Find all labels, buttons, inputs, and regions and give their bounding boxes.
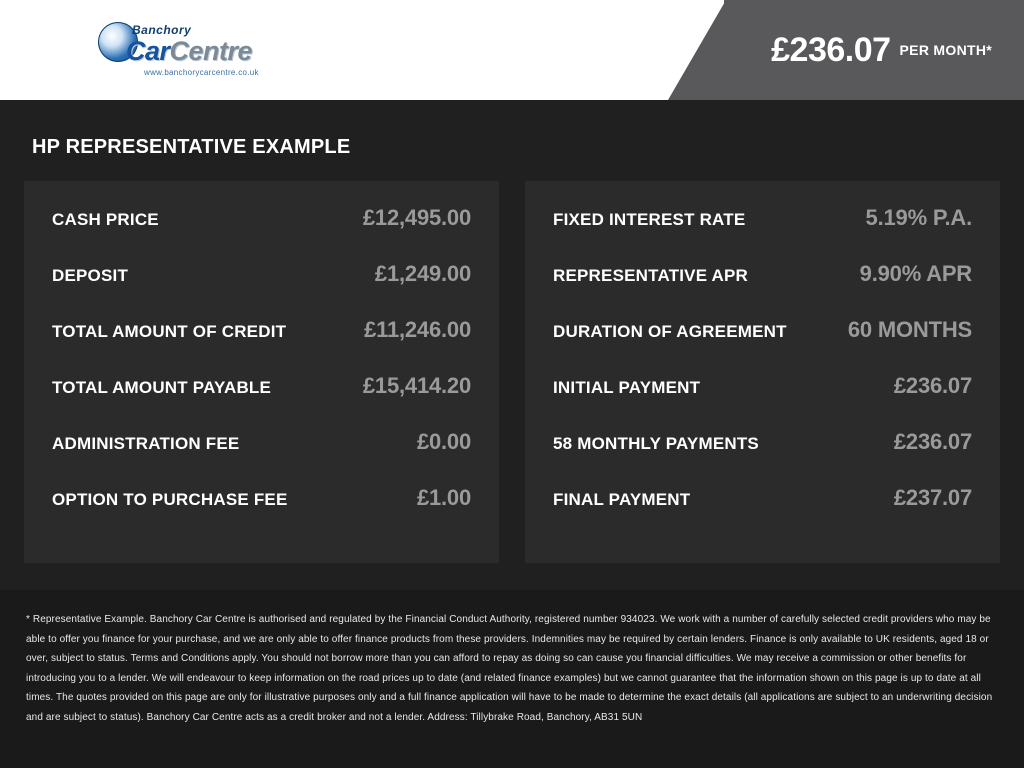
row-value: £0.00 — [416, 429, 471, 454]
table-row — [52, 205, 471, 261]
logo-brand-top: Banchory — [132, 23, 192, 37]
row-label: CASH PRICE — [52, 210, 159, 229]
row-label: FIXED INTEREST RATE — [553, 210, 746, 229]
table-row — [52, 485, 471, 541]
monthly-price-panel — [724, 0, 1024, 100]
row-label: TOTAL AMOUNT OF CREDIT — [52, 322, 287, 341]
table-row — [553, 317, 972, 373]
table-row — [553, 205, 972, 261]
logo-brand-main — [126, 36, 252, 67]
row-value: £1,249.00 — [374, 261, 471, 286]
logo-brand-car: Car — [126, 36, 170, 66]
finance-card-left — [24, 181, 499, 563]
logo-brand-centre: Centre — [169, 36, 253, 66]
row-value: £236.07 — [893, 429, 972, 454]
page-header — [0, 0, 1024, 100]
page-footer — [0, 590, 1024, 768]
table-row — [52, 373, 471, 429]
row-value: £1.00 — [416, 485, 471, 510]
row-label: OPTION TO PURCHASE FEE — [52, 490, 288, 509]
page-title: HP REPRESENTATIVE EXAMPLE — [32, 136, 351, 158]
table-row — [553, 429, 972, 485]
row-value: 60 MONTHS — [847, 317, 972, 342]
row-value: 9.90% APR — [859, 261, 972, 286]
finance-details-cards — [24, 181, 1000, 563]
table-row — [553, 373, 972, 429]
row-value: £15,414.20 — [362, 373, 471, 398]
dealer-logo — [98, 18, 258, 82]
main-content — [0, 100, 1024, 563]
table-row — [52, 429, 471, 485]
row-label: DEPOSIT — [52, 266, 129, 285]
row-value: £12,495.00 — [362, 205, 471, 230]
row-label: ADMINISTRATION FEE — [52, 434, 240, 453]
row-value: £11,246.00 — [364, 317, 471, 342]
table-row — [553, 485, 972, 541]
finance-card-right — [525, 181, 1000, 563]
row-value: £236.07 — [893, 373, 972, 398]
row-label: INITIAL PAYMENT — [553, 378, 701, 397]
disclaimer-text: * Representative Example. Banchory Car Centre is authorised and regulated by the Financial Conduct Authority, registered number 934023. We work with a number of carefully selected credit providers who may be able to offer you finance for your purchase, and we are only able to offer finance products from these providers. Indemnities may be required by certain lenders. Finance is only available to UK residents, aged 18 or over, subject to status. Terms and Conditions apply. You should not borrow more than you can afford to repay as doing so can cause you financial difficulties. We may receive a commission or other benefits for introducing you to a lender. We will endeavour to keep information on the road prices up to date (and related finance examples) but we cannot guarantee that the information shown on this page is up to date at all times. The quotes provided on this page are only for illustrative purposes only and a full finance application will have to be made to determine the exact details (all applications are subject to an underwriting decision and are subject to status). Banchory Car Centre acts as a credit broker and not a lender. Address: Tillybrake Road, Banchory, AB31 5UN — [26, 614, 993, 723]
table-row — [553, 261, 972, 317]
logo-website-url: www.banchorycarcentre.co.uk — [144, 68, 259, 77]
monthly-price-suffix: PER MONTH* — [899, 42, 992, 58]
row-label: FINAL PAYMENT — [553, 490, 691, 509]
table-row — [52, 261, 471, 317]
row-label: REPRESENTATIVE APR — [553, 266, 749, 285]
row-label: TOTAL AMOUNT PAYABLE — [52, 378, 272, 397]
row-value: 5.19% P.A. — [865, 205, 972, 230]
row-label: 58 MONTHLY PAYMENTS — [553, 434, 759, 453]
row-value: £237.07 — [893, 485, 972, 510]
monthly-price-amount: £236.07 — [771, 30, 891, 69]
table-row — [52, 317, 471, 373]
row-label: DURATION OF AGREEMENT — [553, 322, 787, 341]
